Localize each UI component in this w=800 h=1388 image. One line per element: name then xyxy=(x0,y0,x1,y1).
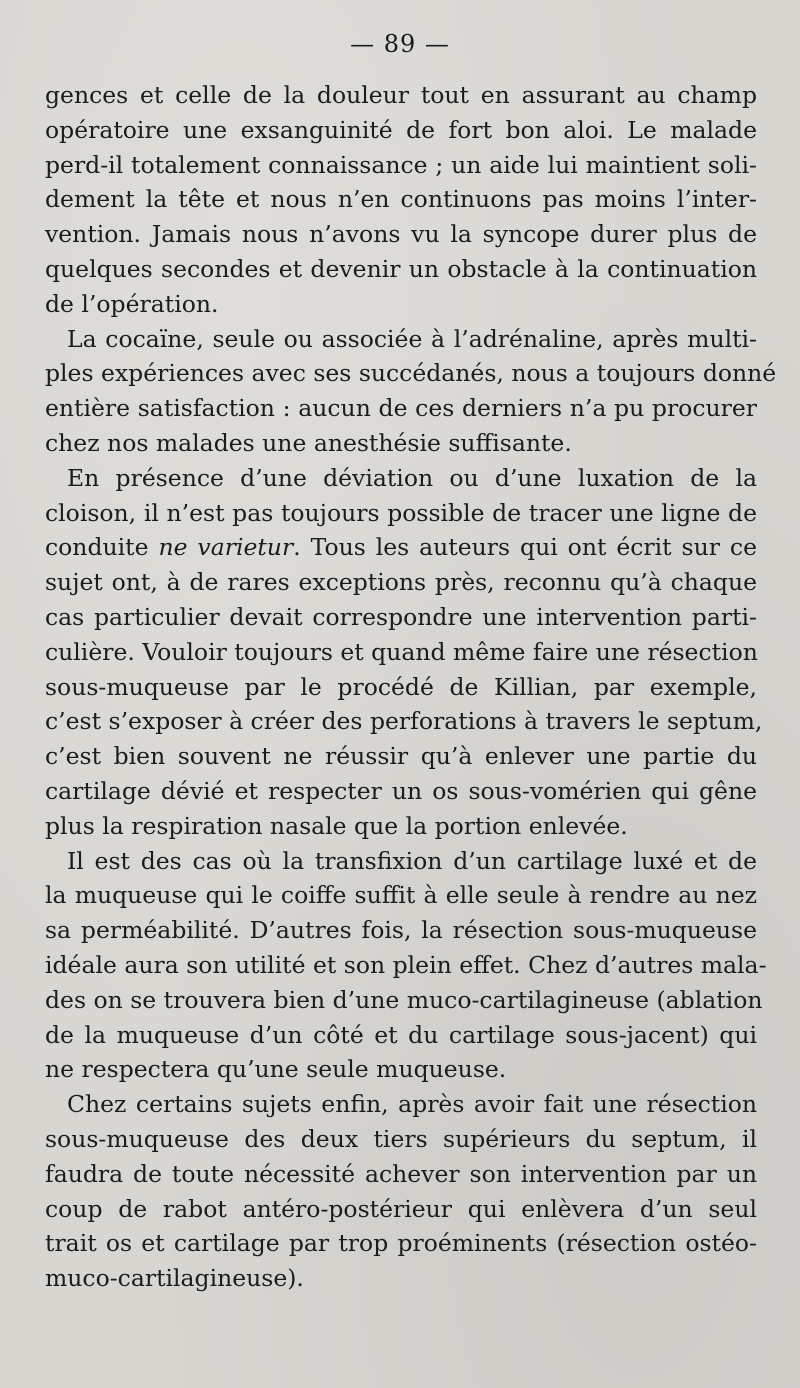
text-line: trait os et cartilage par trop proéminents (résection ostéo- xyxy=(45,1229,757,1258)
text-line: cas particulier devait correspondre une intervention parti- xyxy=(45,602,757,631)
text-line: c’est s’exposer à créer des perforations à travers le septum, xyxy=(45,707,763,736)
text-line: dement la tête et nous n’en continuons pas moins l’inter- xyxy=(45,185,757,214)
text-line: opératoire une exsanguinité de fort bon aloi. Le malade xyxy=(45,115,757,144)
text-line: de la muqueuse d’un côté et du cartilage sous-jacent) qui xyxy=(45,1020,757,1049)
body-text xyxy=(45,78,777,1296)
paragraph-2 xyxy=(45,322,777,461)
text-line: La cocaïne, seule ou associée à l’adrénaline, après multi- xyxy=(67,324,757,353)
text-line: perd-il totalement connaissance ; un aide lui maintient soli- xyxy=(45,150,757,179)
text-line: sous-muqueuse des deux tiers supérieurs du septum, il xyxy=(45,1124,757,1153)
text-line: sa perméabilité. D’autres fois, la résection sous-muqueuse xyxy=(45,916,757,945)
text-line: culière. Vouloir toujours et quand même faire une résection xyxy=(45,637,758,666)
paragraph-5 xyxy=(45,1087,757,1296)
text-line: faudra de toute nécessité achever son intervention par un xyxy=(45,1159,757,1188)
text-line: coup de rabot antéro-postérieur qui enlèvera d’un seul xyxy=(45,1194,757,1223)
text-line: de l’opération. xyxy=(45,289,219,318)
paragraph-3 xyxy=(45,461,763,844)
page-number: — 89 — xyxy=(350,30,450,58)
text-line: Chez certains sujets enfin, après avoir fait une résection xyxy=(67,1090,757,1119)
text-line: cartilage dévié et respecter un os sous-vomérien qui gêne xyxy=(45,776,757,805)
text-line: idéale aura son utilité et son plein effet. Chez d’autres mala- xyxy=(45,950,767,979)
paragraph-1 xyxy=(45,78,757,322)
text-line: muco-cartilagineuse). xyxy=(45,1264,304,1293)
text-line: cloison, il n’est pas toujours possible de tracer une ligne de xyxy=(45,498,757,527)
text-line: c’est bien souvent ne réussir qu’à enlever une partie du xyxy=(45,742,757,771)
italic-phrase: ne varietur xyxy=(158,533,294,562)
text-line: sous-muqueuse par le procédé de Killian, par exemple, xyxy=(45,672,757,701)
text-line: plus la respiration nasale que la portion enlevée. xyxy=(45,811,628,840)
text-line: Il est des cas où la transfixion d’un cartilage luxé et de xyxy=(67,846,757,875)
text-line: des on se trouvera bien d’une muco-cartilagineuse (ablation xyxy=(45,985,763,1014)
text-line: quelques secondes et devenir un obstacle à la continuation xyxy=(45,254,757,283)
text-line: gences et celle de la douleur tout en assurant au champ xyxy=(45,81,757,109)
text-line: vention. Jamais nous n’avons vu la syncope durer plus de xyxy=(45,220,757,249)
text-line: chez nos malades une anesthésie suffisante. xyxy=(45,428,572,457)
text-line: ne respectera qu’une seule muqueuse. xyxy=(45,1055,507,1084)
text-line: En présence d’une déviation ou d’une luxation de la xyxy=(67,463,757,492)
text-line: ples expériences avec ses succédanés, nous a toujours donné xyxy=(45,359,777,388)
text-line-with-italic: conduite ne varietur. Tous les auteurs qui ont écrit sur ce xyxy=(45,533,757,562)
text-line: sujet ont, à de rares exceptions près, reconnu qu’à chaque xyxy=(45,568,757,597)
text-line: entière satisfaction : aucun de ces derniers n’a pu procurer xyxy=(45,394,757,423)
paragraph-4 xyxy=(45,844,767,1088)
text-line: la muqueuse qui le coiffe suffit à elle seule à rendre au nez xyxy=(45,881,757,910)
